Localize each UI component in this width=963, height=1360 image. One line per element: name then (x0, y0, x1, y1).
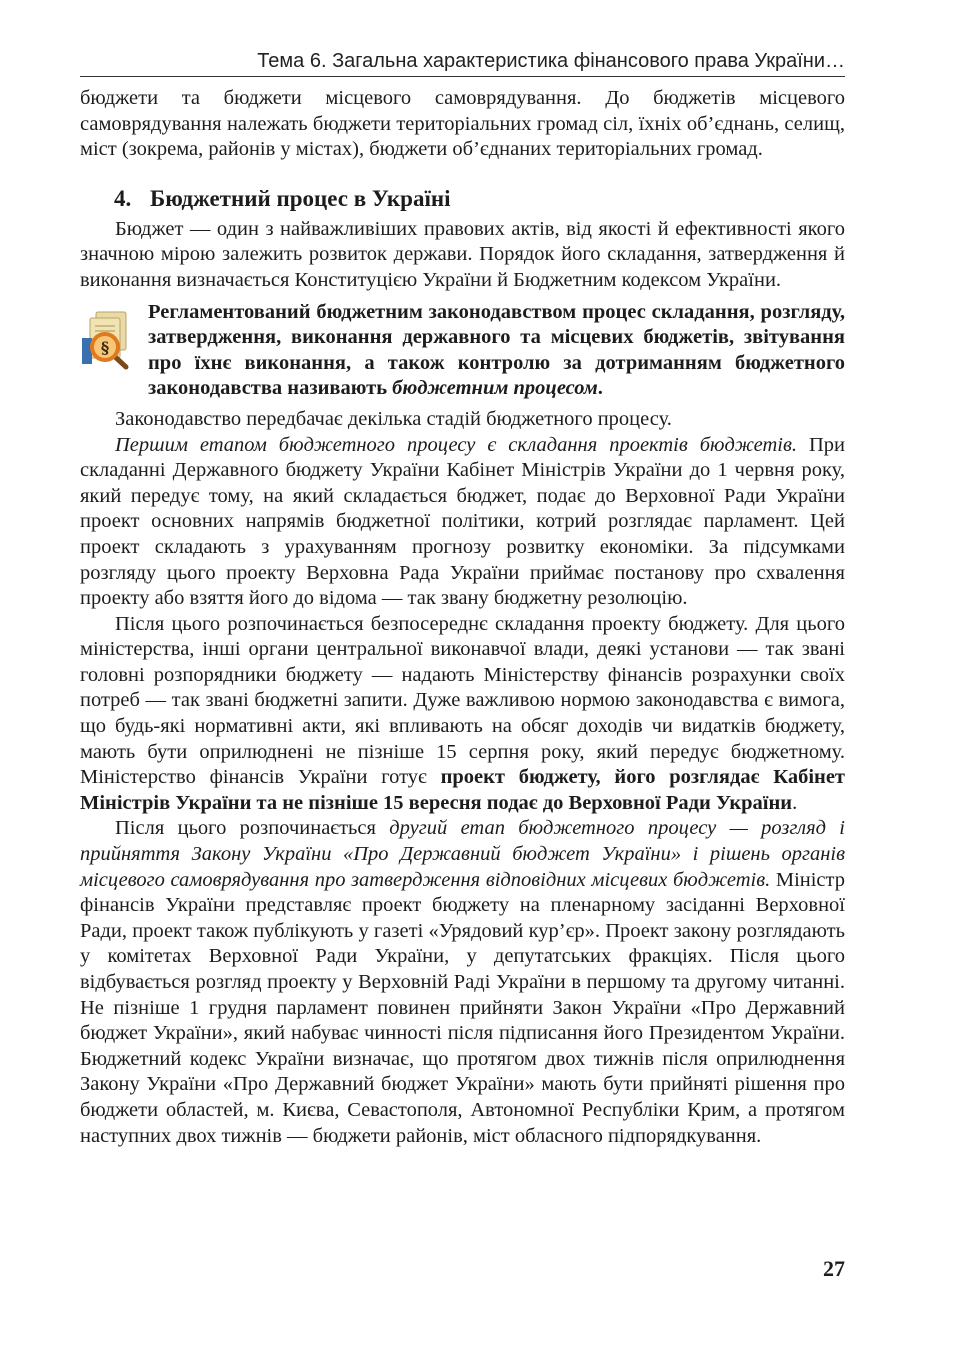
definition-text: Регламентований бюджетним законодавством процес складання, розгляду, затвердження, виконання державного та місцевих бюджетів, звітування про їхнє виконання, а також контролю за дотриманням бюджетного законодавства називають бюджетним процесом. (148, 300, 845, 400)
intro-paragraph: бюджети та бюджети місцевого самоврядування. До бюджетів місцевого самоврядування належать бюджети територіальних громад сіл, їхніх об’єднань, селищ, міст (зокрема, районів у містах), бюджети об’єднаних територіальних громад. (80, 87, 845, 161)
section-number: 4. (114, 185, 132, 211)
section-heading (114, 186, 845, 212)
paragraph-budget: Бюджет — один з найважливіших правових актів, від якості й ефективності якого значною мірою залежить розвиток держави. Порядок його складання, затвердження й виконання визначається Конституцією України й Бюджетним кодексом України. (80, 217, 845, 291)
paragraph-second-stage: Після цього розпочинається другий етап бюджетного процесу — розгляд і прийняття Закону України «Про Державний бюджет України» і рішень органів місцевого самоврядування про затвердження відповідних місцевих бюджетів. Міністр фінансів України представляє проект бюджету на пленарному засіданні Верховної Ради, проект також публікують у газеті «Урядовий кур’єр». Проект закону розглядають у комітетах Верховної Ради України, у депутатських фракціях. Після цього відбувається розгляд проекту у Верховній Раді України в першому та другому читанні. Не пізніше 1 грудня парламент повинен прийняти Закон України «Про Державний бюджет України», який набуває чинності після підписання його Президентом України. Бюджетний кодекс України визначає, що протягом двох тижнів після оприлюднення Закону України «Про Державний бюджет України» мають бути прийняті рішення про бюджети областей, м. Києва, Севастополя, Автономної Республіки Крим, а протягом наступних двох тижнів — бюджети районів, міст обласного підпорядкування. (80, 817, 845, 1147)
law-document-magnifier-icon (80, 310, 134, 370)
svg-text:§: § (100, 337, 110, 357)
definition-term: бюджетним процесом (392, 377, 598, 400)
running-head: Тема 6. Загальна характеристика фінансового права України… (257, 50, 845, 72)
paragraph-stages: Законодавство передбачає декілька стадій бюджетного процесу. (115, 407, 672, 430)
paragraph-first-stage: Першим етапом бюджетного процесу є складання проектів бюджетів. При складанні Державного бюджету України Кабінет Міністрів України до 1 червня року, який передує тому, на який складається бюджет, подає до Верховної Ради України проект основних напрямів бюджетної політики, котрий розглядає парламент. Цей проект складають з урахуванням прогнозу розвитку економіки. За підсумками розгляду цього проекту Верховна Рада України приймає постанову про схвалення проекту або взяття його до відома — так звану бюджетну резолюцію. (80, 433, 845, 610)
paragraph-drafting: Після цього розпочинається безпосереднє складання проекту бюджету. Для цього міністерства, інші органи центральної виконавчої влади, деякі установи — так звані головні розпорядники бюджету — надають Міністерству фінансів розрахунки своїх потреб — так звані бюджетні запити. Дуже важливою нормою законодавства є вимога, що будь-які нормативні акти, які впливають на обсяг доходів чи видатків бюджету, мають бути оприлюднені не пізніше 15 серпня року, який передує бюджетному. Міністерство фінансів України готує проект бюджету, його розглядає Кабінет Міністрів України та не пізніше 15 вересня подає до Верховної Ради України. (80, 612, 845, 814)
page-content (80, 86, 845, 1149)
header-rule (80, 76, 845, 77)
definition-block (80, 300, 845, 402)
page-number: 27 (823, 1256, 845, 1281)
section-title: Бюджетний процес в Україні (150, 185, 451, 211)
